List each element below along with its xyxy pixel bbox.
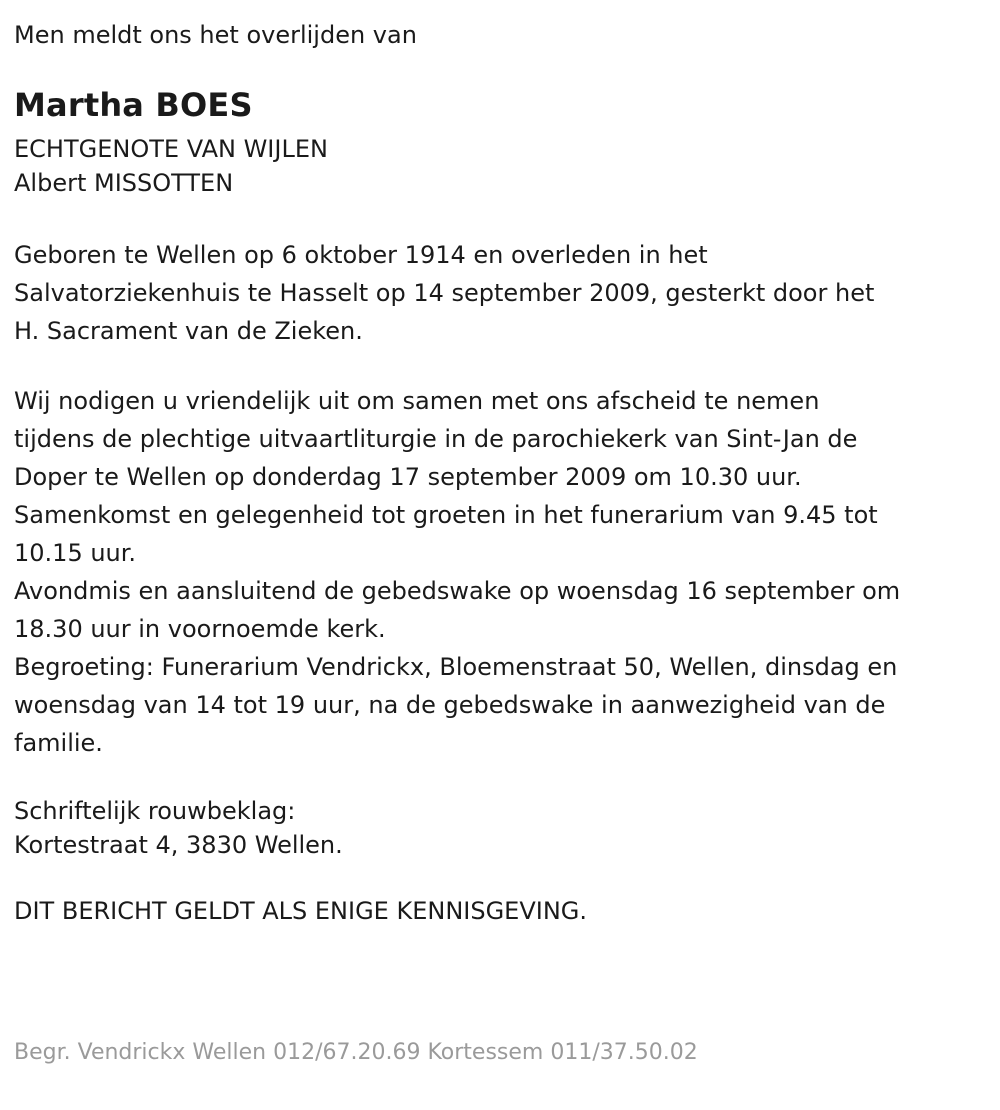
condolence-heading: Schriftelijk rouwbeklag: [14, 797, 296, 825]
paragraph-line: 10.15 uur. [14, 539, 137, 567]
paragraph-line: Begroeting: Funerarium Vendrickx, Bloemenstraat 50, Wellen, dinsdag en [14, 653, 898, 681]
spacer [14, 862, 986, 894]
paragraph-line: Wij nodigen u vriendelijk uit om samen met ons afscheid te nemen [14, 387, 820, 415]
relation-label: ECHTGENOTE VAN WIJLEN [14, 135, 328, 163]
paragraph-line: Doper te Wellen op donderdag 17 september 2009 om 10.30 uur. [14, 463, 802, 491]
spacer [14, 350, 986, 382]
paragraph-line: Geboren te Wellen op 6 oktober 1914 en overleden in het [14, 241, 708, 269]
intro-text: Men meldt ons het overlijden van [14, 21, 417, 49]
paragraph-line: Avondmis en aansluitend de gebedswake op woensdag 16 september om [14, 577, 901, 605]
paragraph-line: Salvatorziekenhuis te Hasselt op 14 september 2009, gesterkt door het [14, 279, 875, 307]
funeral-home-footer: Begr. Vendrickx Wellen 012/67.20.69 Kortessem 011/37.50.02 [14, 1040, 698, 1065]
birth-death-paragraph [14, 236, 986, 350]
paragraph-line: woensdag van 14 tot 19 uur, na de gebedswake in aanwezigheid van de [14, 691, 886, 719]
single-notice-text: DIT BERICHT GELDT ALS ENIGE KENNISGEVING. [14, 897, 588, 925]
spouse-name: Albert MISSOTTEN [14, 169, 234, 197]
paragraph-line: Samenkomst en gelegenheid tot groeten in het funerarium van 9.45 tot [14, 501, 878, 529]
spacer [14, 762, 986, 794]
condolence-address: Kortestraat 4, 3830 Wellen. [14, 831, 343, 859]
paragraph-line: H. Sacrament van de Zieken. [14, 317, 363, 345]
deceased-name: Martha BOES [14, 86, 253, 124]
paragraph-line: 18.30 uur in voornoemde kerk. [14, 615, 386, 643]
paragraph-line: tijdens de plechtige uitvaartliturgie in de parochiekerk van Sint-Jan de [14, 425, 858, 453]
paragraph-line: familie. [14, 729, 103, 757]
service-paragraph [14, 382, 986, 762]
spacer [14, 200, 986, 236]
